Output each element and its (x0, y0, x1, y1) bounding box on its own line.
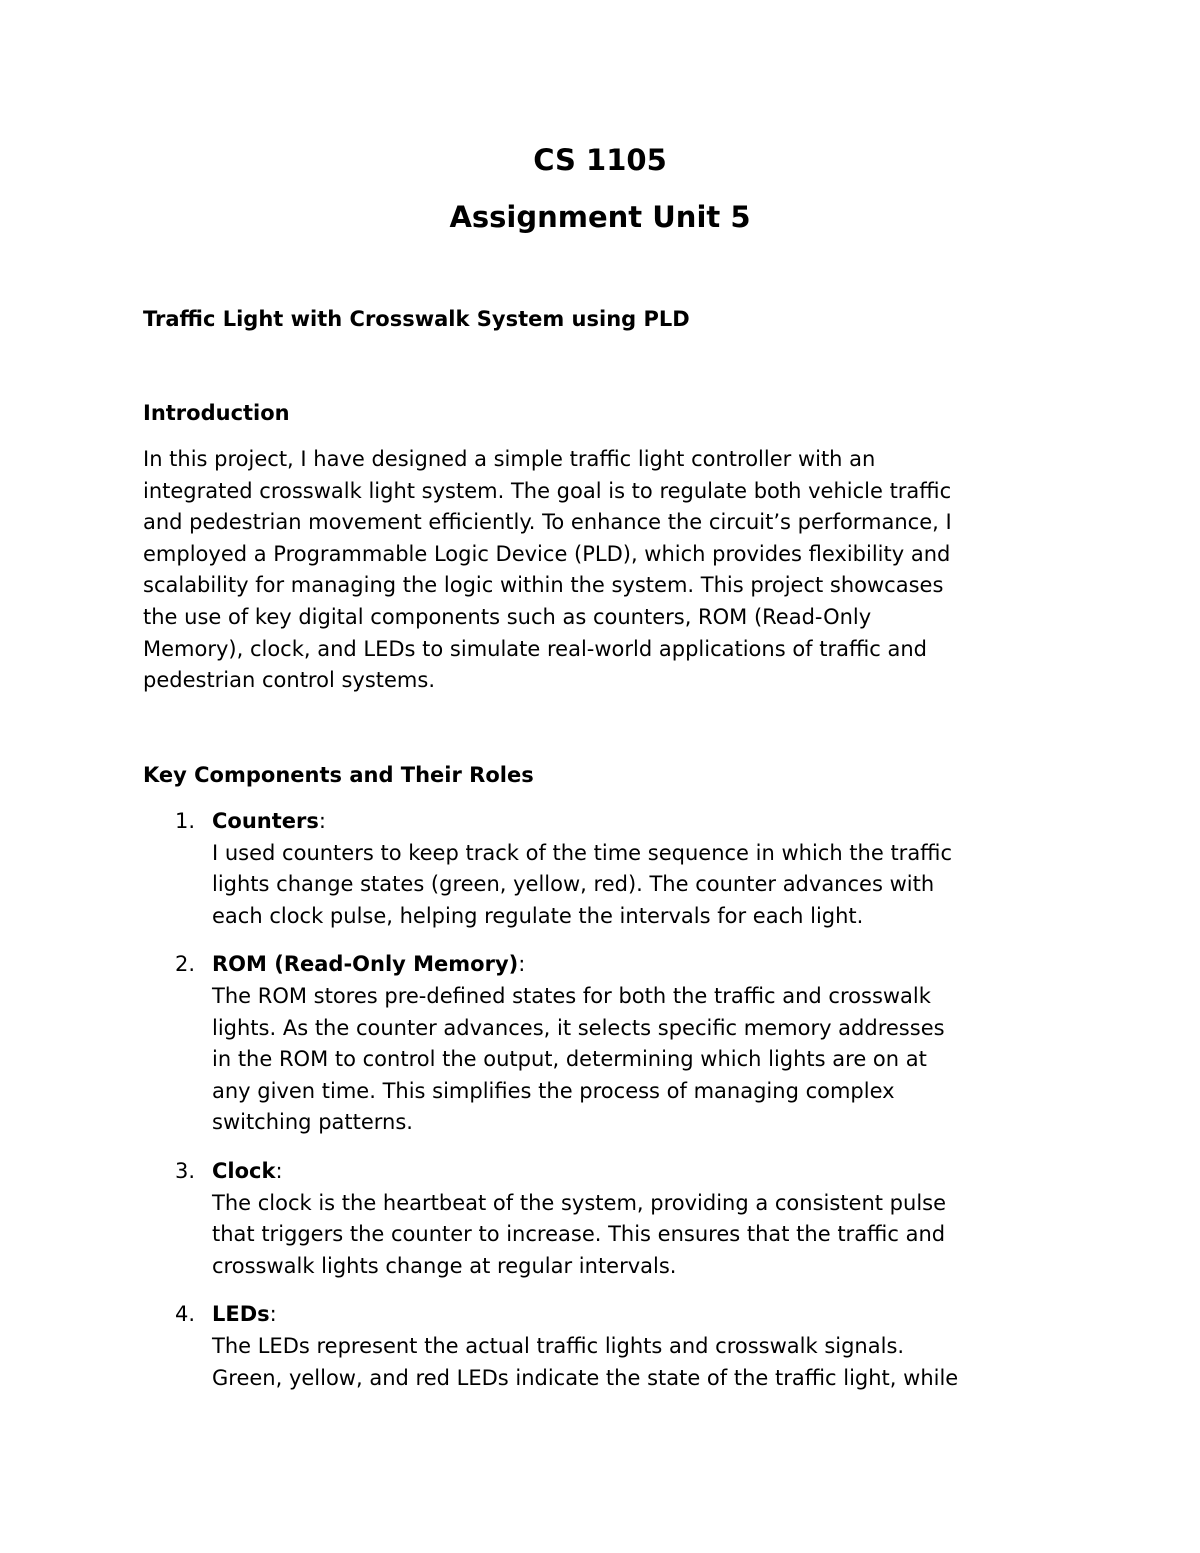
list-item-term: ROM (Read-Only Memory) (212, 952, 519, 977)
introduction-paragraph (143, 444, 1063, 697)
list-item-line: Green, yellow, and red LEDs indicate the state of the traffic light, while (212, 1365, 959, 1390)
list-item-clock (143, 1156, 1103, 1282)
introduction-line: scalability for managing the logic within the system. This project showcases (143, 573, 944, 598)
list-item-rom (143, 949, 1103, 1139)
list-item-term-line (212, 949, 1103, 981)
list-number: 4. (175, 1302, 196, 1327)
list-item-term-line (212, 806, 1103, 838)
list-number: 1. (175, 809, 196, 833)
introduction-line: In this project, I have designed a simple traffic light controller with an (143, 447, 876, 471)
list-item-line: in the ROM to control the output, determining which lights are on at (212, 1047, 927, 1072)
list-item-line: crosswalk lights change at regular intervals. (212, 1253, 677, 1278)
list-item-line: lights. As the counter advances, it selects specific memory addresses (212, 1015, 945, 1040)
list-item-term: LEDs (212, 1302, 270, 1327)
list-item-line: The LEDs represent the actual traffic lights and crosswalk signals. (212, 1333, 905, 1358)
introduction-line: employed a Programmable Logic Device (PLD), which provides flexibility and (143, 541, 951, 566)
term-colon: : (518, 952, 526, 977)
course-title: CS 1105 (533, 143, 667, 177)
list-item-line: each clock pulse, helping regulate the intervals for each light. (212, 903, 864, 928)
introduction-line: and pedestrian movement efficiently. To enhance the circuit’s performance, I (143, 510, 952, 535)
list-item-line: switching patterns. (212, 1110, 413, 1135)
list-item-line: any given time. This simplifies the process of managing complex (212, 1078, 895, 1103)
term-colon: : (318, 809, 326, 833)
introduction-line: Memory), clock, and LEDs to simulate real-world applications of traffic and (143, 636, 928, 661)
introduction-heading: Introduction (143, 401, 290, 425)
list-item-term-line (212, 1156, 1103, 1188)
list-item-term: Clock (212, 1158, 276, 1183)
term-colon: : (275, 1158, 283, 1183)
introduction-line: integrated crosswalk light system. The goal is to regulate both vehicle traffic (143, 478, 952, 503)
list-item-term-line (212, 1299, 1103, 1331)
assignment-title: Assignment Unit 5 (449, 200, 751, 234)
list-item-body (212, 1156, 1103, 1282)
list-item-line: that triggers the counter to increase. This ensures that the traffic and (212, 1222, 946, 1247)
components-list (143, 806, 1103, 1394)
list-item-body (212, 806, 1103, 932)
list-number: 3. (175, 1158, 196, 1183)
introduction-line: the use of key digital components such as counters, ROM (Read-Only (143, 604, 872, 629)
list-item-leds (143, 1299, 1103, 1394)
project-title: Traffic Light with Crosswalk System using PLD (143, 307, 690, 331)
list-item-body (212, 949, 1103, 1139)
list-item-line: The clock is the heartbeat of the system, providing a consistent pulse (212, 1190, 947, 1215)
list-item-line: lights change states (green, yellow, red). The counter advances with (212, 872, 935, 897)
introduction-line: pedestrian control systems. (143, 668, 436, 693)
list-item-term: Counters (212, 809, 319, 833)
term-colon: : (269, 1302, 277, 1327)
list-item-body (212, 1299, 1103, 1394)
list-item-line: The ROM stores pre-defined states for both the traffic and crosswalk (212, 983, 931, 1008)
list-item-line: I used counters to keep track of the time sequence in which the traffic (212, 840, 953, 865)
components-heading: Key Components and Their Roles (143, 763, 534, 787)
list-number: 2. (175, 952, 196, 977)
list-item-counters (143, 806, 1103, 932)
